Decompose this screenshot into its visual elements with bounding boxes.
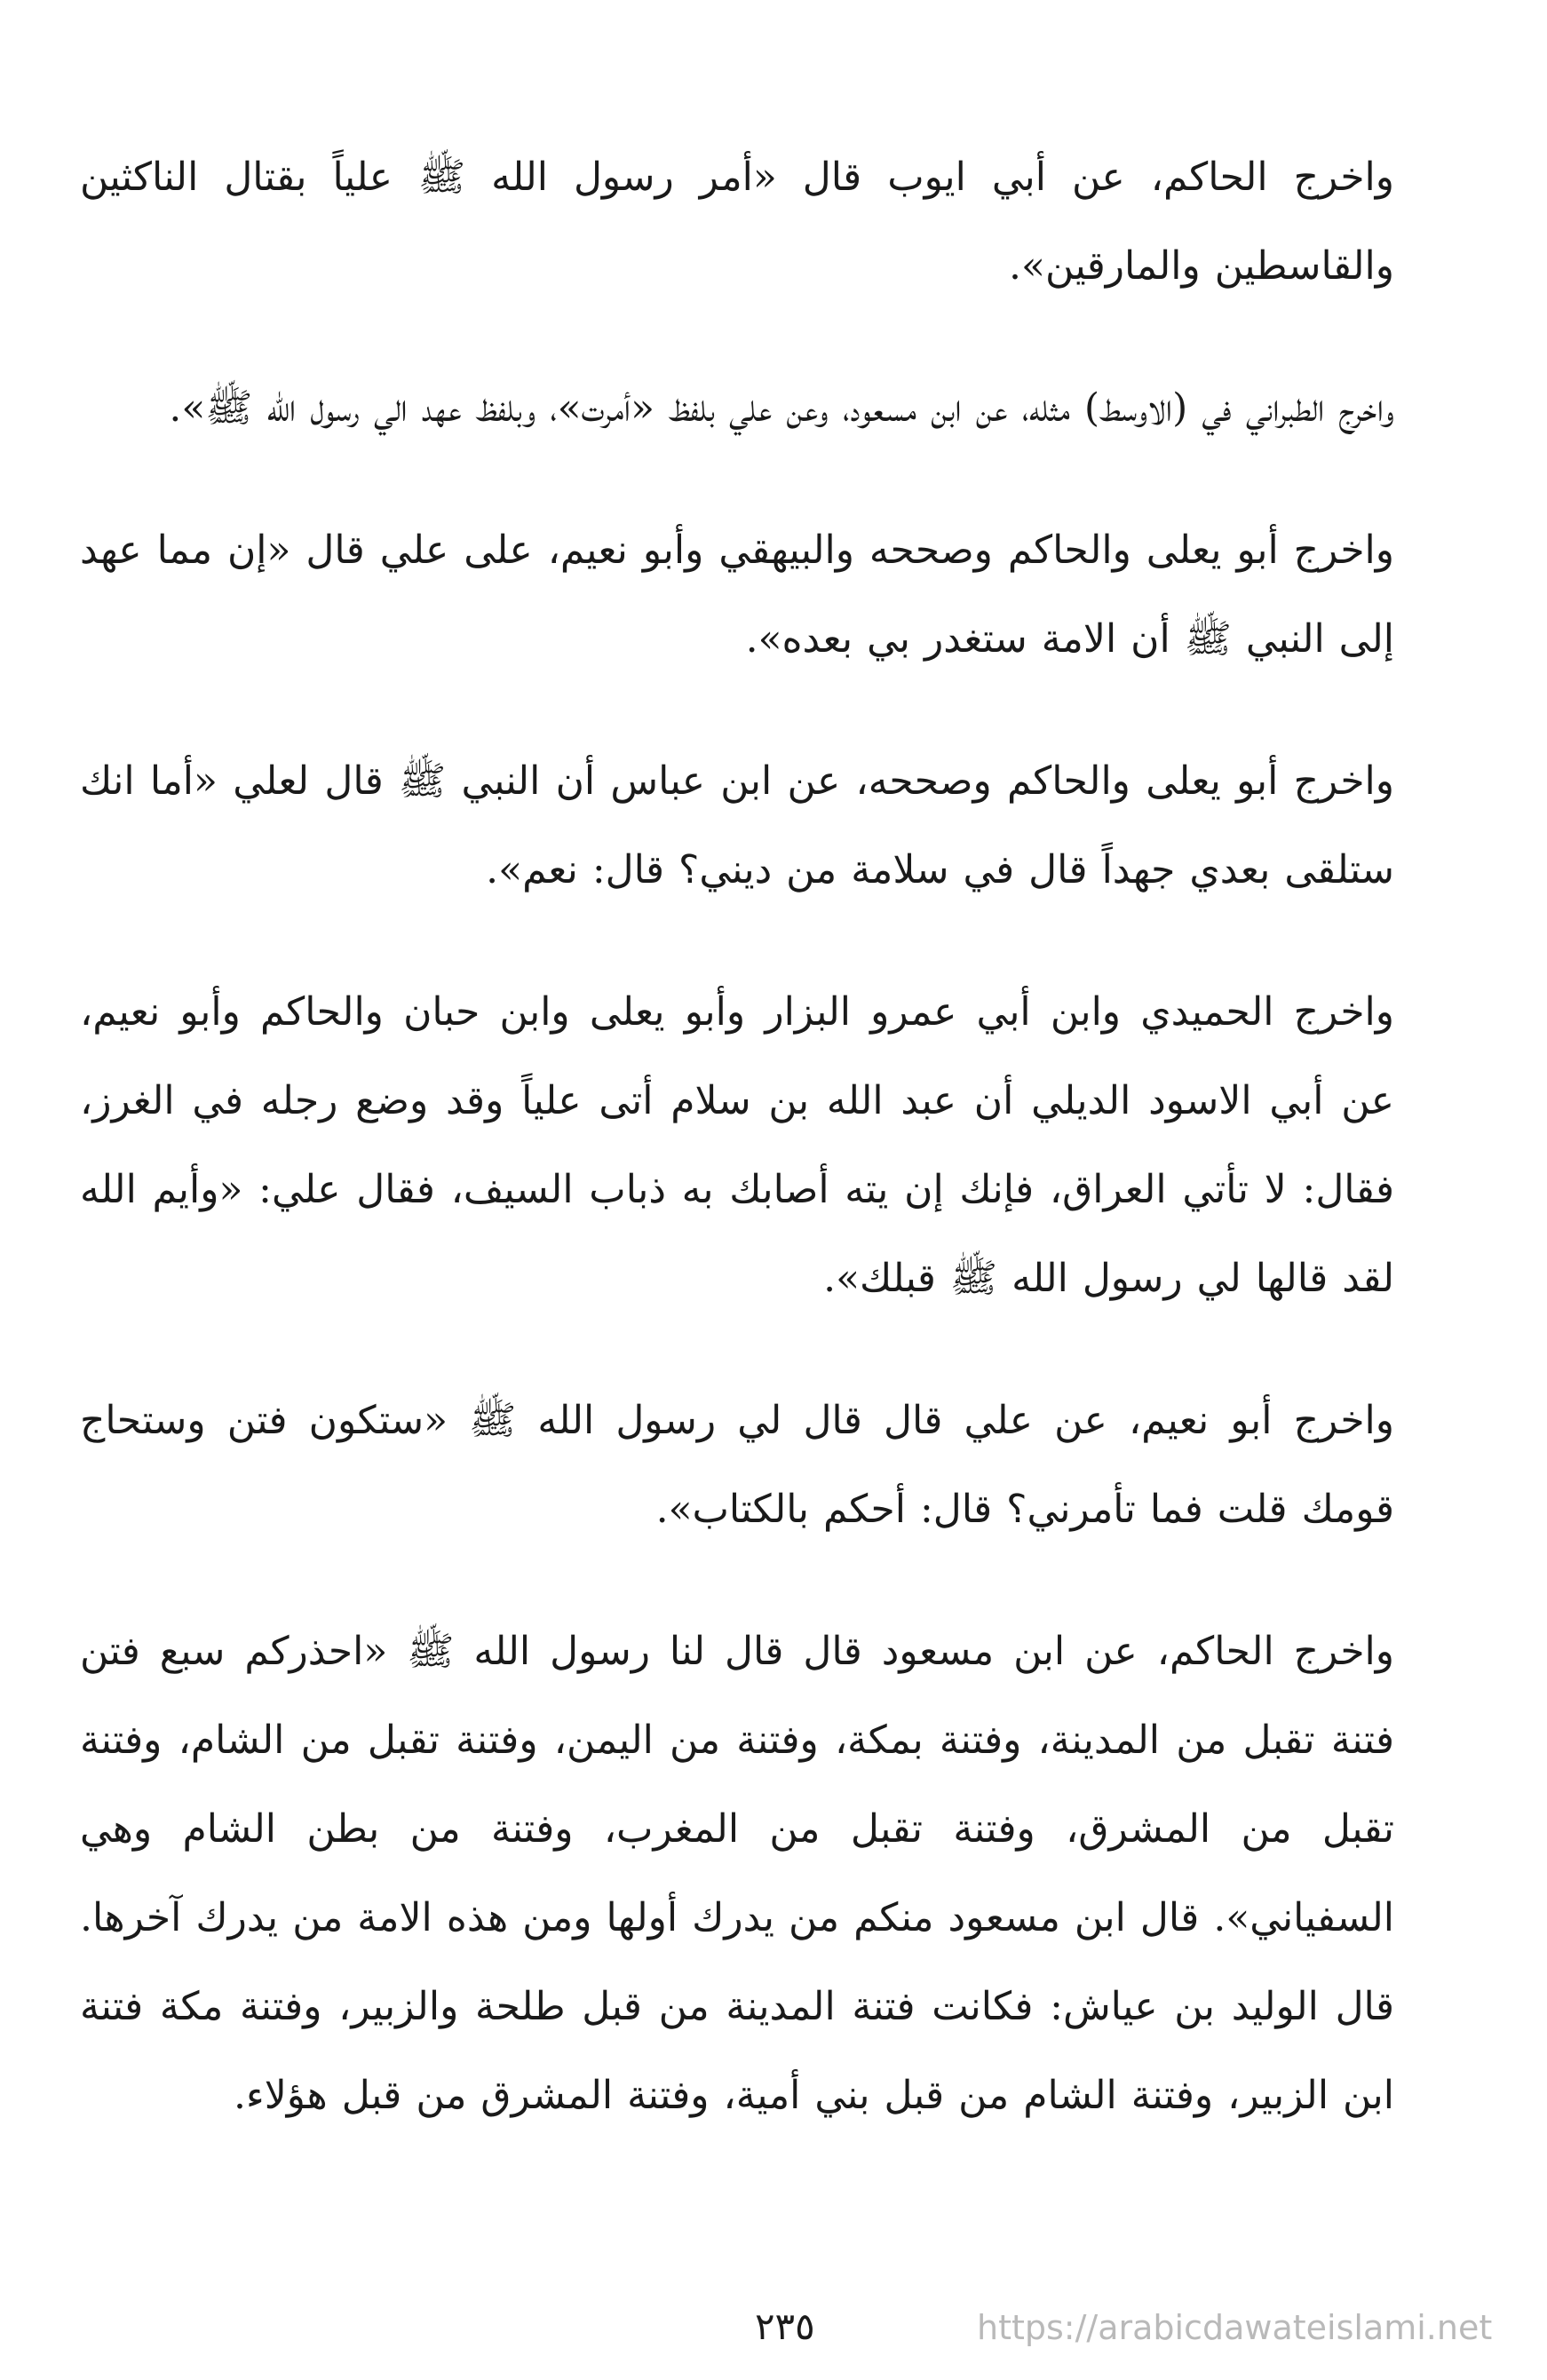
paragraph-7: واخرج الحاكم، عن ابن مسعود قال قال لنا رسول الله ﷺ «احذركم سبع فتن فتنة تقبل من المدينة، وفتنة بمكة، وفتنة من اليمن، وفتنة تقبل من الشام، وفتنة تقبل من المشرق، وفتنة تقبل من المغرب، وفتنة من بطن الشام وهي السفياني». قال ابن مسعود منكم من يدرك أولها ومن هذه الامة من يدرك آخرها. قال الوليد بن عياش: فكانت فتنة المدينة من قبل طلحة والزبير، وفتنة مكة فتنة ابن الزبير، وفتنة الشام من قبل بني أمية، وفتنة المشرق من قبل هؤلاء. [80,1629,1394,2118]
page-number: ٢٣٥ [755,2305,815,2348]
paragraph-1: واخرج الحاكم، عن أبي ايوب قال «أمر رسول الله ﷺ علياً بقتال الناكثين والقاسطين والمارقين». [80,155,1394,289]
paragraph-5: واخرج الحميدي وابن أبي عمرو البزار وأبو يعلى وابن حبان والحاكم وأبو نعيم، عن أبي الاسود الديلي أن عبد الله بن سلام أتى علياً وقد وضع رجله في الغرز، فقال: لا تأتي العراق، فإنك إن يته أصابك به ذباب السيف، فقال علي: «وأيم الله لقد قالها لي رسول الله ﷺ قبلك». [80,989,1394,1301]
watermark-url: https://arabicdawateislami.net [977,2308,1493,2347]
paragraph-3: واخرج أبو يعلى والحاكم وصححه والبيهقي وأبو نعيم، على علي قال «إن مما عهد إلى النبي ﷺ أن الامة ستغدر بي بعده». [80,528,1394,662]
page-footer [80,2300,1493,2353]
paragraph-2: واخرج الطبراني في (الاوسط) مثله، عن ابن مسعود، وعن علي بلفظ «أمرت»، وبلفظ عهد الي رسول الله ﷺ». [169,385,1394,431]
paragraph-4: واخرج أبو يعلى والحاكم وصححه، عن ابن عباس أن النبي ﷺ قال لعلي «أما انك ستلقى بعدي جهداً قال في سلامة من ديني؟ قال: نعم». [80,758,1394,892]
paragraph-6: واخرج أبو نعيم، عن علي قال قال لي رسول الله ﷺ «ستكون فتن وستحاج قومك قلت فما تأمرني؟ قال: أحكم بالكتاب». [80,1398,1394,1532]
page-body [80,133,1493,2348]
